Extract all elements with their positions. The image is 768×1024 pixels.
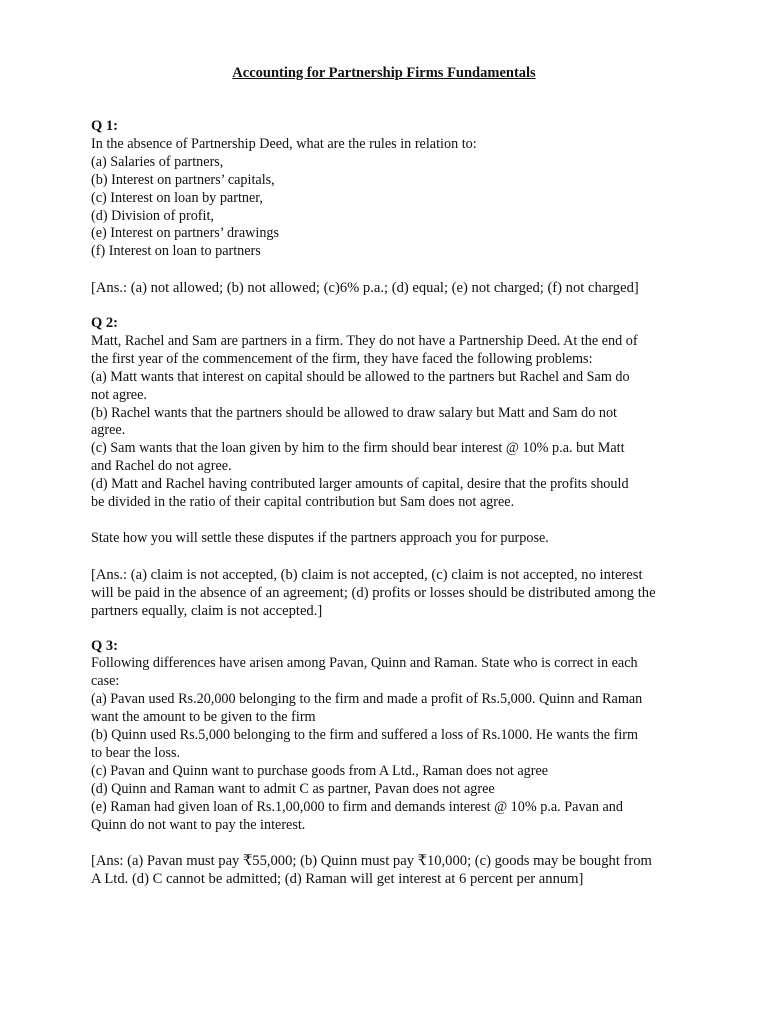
question-3-line: Quinn do not want to pay the interest. (91, 816, 306, 833)
question-3-line: (a) Pavan used Rs.20,000 belonging to the firm and made a profit of Rs.5,000. Quinn and Raman (91, 691, 643, 708)
question-1-line: (c) Interest on loan by partner, (91, 189, 263, 206)
question-2-instruction: State how you will settle these disputes if the partners approach you for purpose. (91, 529, 549, 546)
question-3-line: (d) Quinn and Raman want to admit C as partner, Pavan does not agree (91, 780, 495, 797)
question-2 (91, 315, 681, 620)
question-1-heading: Q 1: (91, 118, 118, 134)
question-1-line: (a) Salaries of partners, (91, 153, 224, 170)
question-1-line: (b) Interest on partners’ capitals, (91, 171, 275, 188)
question-3-line: (e) Raman had given loan of Rs.1,00,000 to firm and demands interest @ 10% p.a. Pavan and (91, 798, 623, 815)
question-2-line: agree. (91, 422, 126, 439)
question-2-line: the first year of the commencement of the firm, they have faced the following problems: (91, 350, 593, 367)
question-2-line: be divided in the ratio of their capital contribution but Sam does not agree. (91, 494, 515, 511)
question-2-line: (b) Rachel wants that the partners should be allowed to draw salary but Matt and Sam do not (91, 404, 617, 421)
question-1-line: (f) Interest on loan to partners (91, 243, 261, 260)
question-3-line: case: (91, 673, 120, 690)
question-3-line: (b) Quinn used Rs.5,000 belonging to the firm and suffered a loss of Rs.1000. He wants the firm (91, 727, 639, 744)
question-2-line: (a) Matt wants that interest on capital should be allowed to the partners but Rachel and Sam do (91, 368, 630, 385)
question-2-line: and Rachel do not agree. (91, 458, 232, 475)
question-3-heading: Q 3: (91, 637, 118, 654)
question-3-line: (c) Pavan and Quinn want to purchase goods from A Ltd., Raman does not agree (91, 762, 549, 779)
question-1-line: (e) Interest on partners’ drawings (91, 225, 280, 242)
question-1-answer: [Ans.: (a) not allowed; (b) not allowed; (c)6% p.a.; (d) equal; (e) not charged; (f) not charged] (91, 280, 639, 297)
question-2-line: Matt, Rachel and Sam are partners in a firm. They do not have a Partnership Deed. At the end of (91, 332, 638, 349)
document-title: Accounting for Partnership Firms Fundamentals (232, 65, 536, 81)
question-3-line: to bear the loss. (91, 745, 181, 762)
question-1-line: In the absence of Partnership Deed, what are the rules in relation to: (91, 135, 477, 152)
question-2-line: not agree. (91, 386, 147, 403)
question-2-answer-line: [Ans.: (a) claim is not accepted, (b) claim is not accepted, (c) claim is not accepted, no interest (91, 566, 643, 583)
question-1-line: (d) Division of profit, (91, 207, 214, 224)
question-2-heading: Q 2: (91, 315, 118, 332)
question-2-line: (d) Matt and Rachel having contributed larger amounts of capital, desire that the profits should (91, 476, 629, 493)
document-body (91, 118, 681, 888)
question-3-answer-line: A Ltd. (d) C cannot be admitted; (d) Raman will get interest at 6 percent per annum] (91, 871, 584, 888)
question-3-answer-line: [Ans: (a) Pavan must pay ₹55,000; (b) Quinn must pay ₹10,000; (c) goods may be bought from (91, 853, 652, 870)
question-3 (91, 638, 681, 889)
question-2-line: (c) Sam wants that the loan given by him to the firm should bear interest @ 10% p.a. but Matt (91, 440, 625, 457)
question-1 (91, 118, 681, 297)
question-3-line: want the amount to be given to the firm (91, 709, 316, 726)
question-3-line: Following differences have arisen among Pavan, Quinn and Raman. State who is correct in each (91, 655, 638, 672)
question-2-answer-line: will be paid in the absence of an agreement; (d) profits or losses should be distributed among the (91, 584, 656, 601)
question-2-answer-line: partners equally, claim is not accepted.] (91, 602, 323, 619)
